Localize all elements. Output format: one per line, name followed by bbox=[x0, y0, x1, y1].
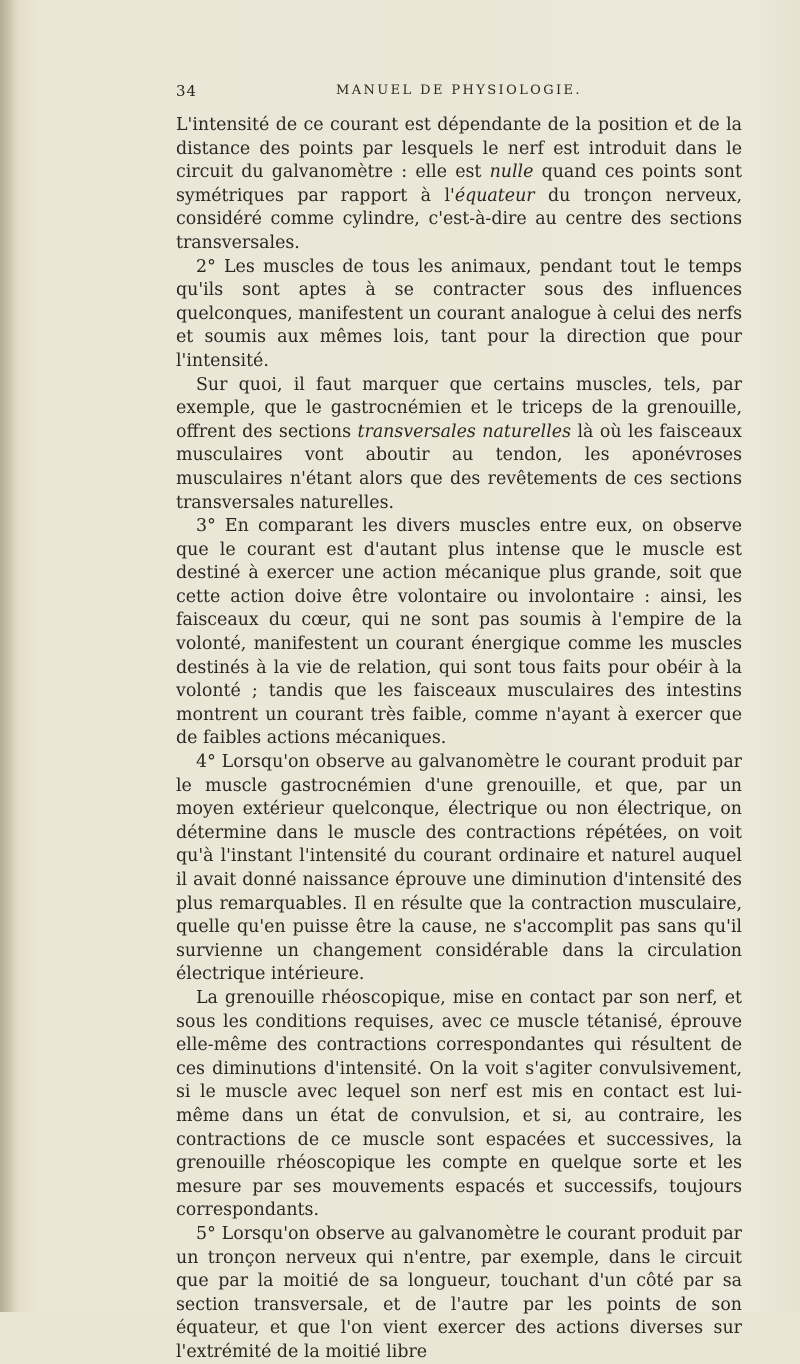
paragraph: 3° En comparant les divers muscles entre eux, on observe que le courant est d'autant plus intense que le muscle est destiné à exercer une action mécanique plus grande, soit que cette action doive être volontaire ou involontaire : ainsi, les faisceaux du cœur, qui ne sont pas soumis à l'empire de la volonté, manifestent un courant énergique comme les muscles destinés à la vie de relation, qui sont tous faits pour obéir à la volonté ; tandis que les faisceaux musculaires des intestins montrent un courant très faible, comme n'ayant à exercer que de faibles actions mécaniques. bbox=[176, 516, 742, 749]
paragraph: 2° Les muscles de tous les animaux, pendant tout le temps qu'ils sont aptes à se contracter sous des influences quelconques, manifestent un courant analogue à celui des nerfs et soumis aux mêmes lois, tant pour la direction que pour l'intensité. bbox=[176, 256, 742, 371]
paragraph: La grenouille rhéoscopique, mise en contact par son nerf, et sous les conditions requises, avec ce muscle tétanisé, éprouve elle-même des contractions correspondantes qui résultent de ces diminutions d'intensité. On la voit s'agiter convulsivement, si le muscle avec lequel son nerf est mis en contact est lui-même dans un état de convulsion, et si, au contraire, les contractions de ce muscle sont espacées et successives, la grenouille rhéoscopique les compte en quelque sorte et les mesure par ses mouvements espacés et successifs, toujours correspondants. bbox=[176, 987, 742, 1221]
page-header bbox=[176, 82, 742, 104]
paragraph: 4° Lorsqu'on observe au galvanomètre le courant produit par le muscle gastrocnémien d'une grenouille, et que, par un moyen extérieur quelconque, électrique ou non électrique, on détermine dans le muscle des contractions répétées, on voit qu'à l'instant l'intensité du courant ordinaire et naturel auquel il avait donné naissance éprouve une diminution d'intensité des plus remarquables. Il en résulte que la contraction musculaire, quelle qu'en puisse être la cause, ne s'accomplit pas sans qu'il survienne un changement considérable dans la circulation électrique intérieure. bbox=[176, 752, 742, 985]
running-title: MANUEL DE PHYSIOLOGIE. bbox=[336, 83, 582, 98]
paragraph: 5° Lorsqu'on observe au galvanomètre le courant produit par un tronçon nerveux qui n'entre, par exemple, dans le circuit que par la moitié de sa longueur, touchant d'un côté par sa section transversale, et de l'autre par les points de son équateur, et que l'on vient exercer des actions diverses sur l'extrémité de la moitié libre bbox=[176, 1223, 742, 1362]
page-number: 34 bbox=[176, 82, 198, 100]
paragraph: Sur quoi, il faut marquer que certains muscles, tels, par exemple, que le gastrocnémien et le triceps de la grenouille, offrent des sections transversales naturelles là où les faisceaux musculaires vont aboutir au tendon, les aponévroses musculaires n'étant alors que des revêtements de ces sections transversales naturelles. bbox=[176, 374, 742, 513]
spine-shadow bbox=[0, 0, 18, 1312]
body-text bbox=[176, 114, 742, 1364]
paragraph: L'intensité de ce courant est dépendante de la position et de la distance des points par lesquels le nerf est introduit dans le circuit du galvanomètre : elle est nulle quand ces points sont symétriques par rapport à l'équateur du tronçon nerveux, considéré comme cylindre, c'est-à-dire au centre des sections transversales. bbox=[176, 115, 742, 253]
